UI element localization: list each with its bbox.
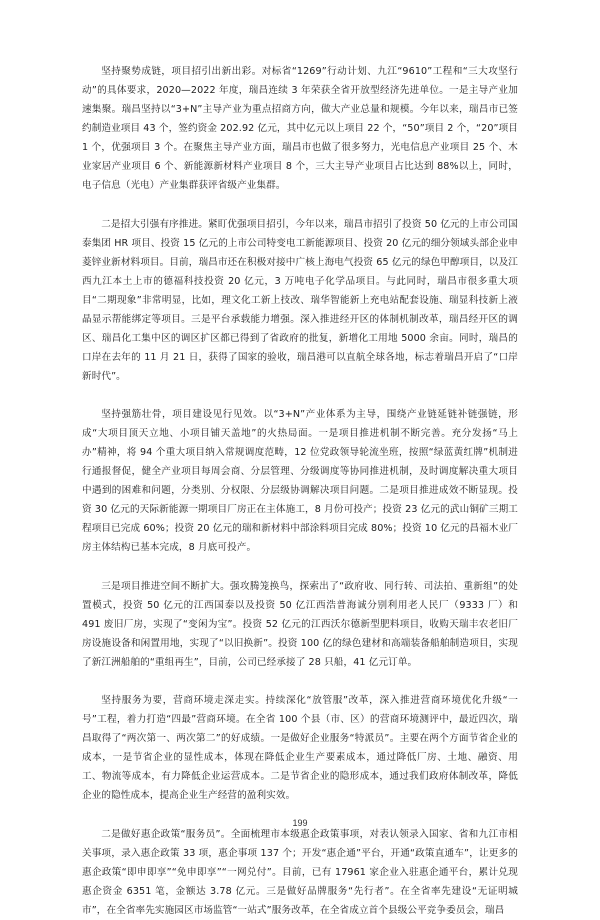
paragraph-policy-service: 二是做好惠企政策“服务员”。全面梳理市本级惠企政策事项，对表认领录入国家、省和九江市相关事项，录入惠企政策 33 项，惠企事项 137 个；开发“惠企通”平台，开通“政策直通车”，让更多的惠企政策“即申即享”“免申即享”“一网兑付”。目前，已有 17961 家企业入驻惠企通平台，累计兑现惠企资金 6351 笔，金额达 3.78 亿元。三是做好品牌服务“先行者”。在全省率先建设“无证明城市”，在全省率先实施园区市场监管“一站式”服务改革，在全省成立首个县级公平竞争委员会，瑞昌 (82, 828, 518, 916)
paragraph-business-environment: 坚持服务为要，营商环境走深走实。持续深化“放管服”改革，深入推进营商环境优化升级“一号”工程，着力打造“四最”营商环境。在全省 100 个县（市、区）的营商环境测评中，最近四次，瑞昌取得了“两次第一、两次第二”的好成绩。一是做好企业服务“特派员”。主要在两个方面节省企业的成本，一是节省企业的显性成本，体现在降低企业生产要素成本，通过降低厂房、土地、融资、用工、物流等成本，有力降低企业运营成本。二是节省企业的隐形成本，通过我们政府体制改革，降低企业的隐性成本，提高企业生产经营的盈利实效。 (82, 695, 518, 801)
page-number: 199 (292, 818, 308, 828)
paragraph-major-projects: 二是招大引强有序推进。紧盯优强项目招引，今年以来，瑞昌市招引了投资 50 亿元的上市公司国泰集团 HR 项目、投资 15 亿元的上市公司特变电工新能源项目、投资 20 亿元的细分领域头部企业申菱锌业新材料项目。目前，瑞昌市还在积极对接中广核上海电气投资 65 亿元的绿色甲醇项目，以及江西九江本土上市的德福科技投资 20 亿元，3 万吨电子化学品项目。与此同时，瑞昌市很多重大项目“二期现象”非常明显，比如，理文化工新上技改、瑞华智能新上充电站配套设施、瑞显科技新上液晶显示帮能绑定等项目。三是平台承载能力增强。深入推进经开区的体制机制改革，瑞昌经开区的调区、瑞昌化工集中区的调区扩区都已得到了省政府的批复，新增化工用地 5000 余亩。同时，瑞昌的口岸在去年的 11 月 21 日，获得了国家的验收，瑞昌港可以直航全球各地，标志着瑞昌开启了“口岸新时代”。 (82, 218, 518, 382)
paragraph-investment-attraction: 坚持聚势成链，项目招引出新出彩。对标省“1269”行动计划、九江“9610”工程和“三大攻坚行动”的具体要求，2020—2022 年度，瑞昌连续 3 年荣获全省开放型经济先进单位。一是主导产业加速集聚。瑞昌坚持以“3+N”主导产业为重点招商方向，做大产业总量和规模。今年以来，瑞昌市已签约制造业项目 43 个，签约资金 202.92 亿元，其中亿元以上项目 22 个，“50”项目 2 个，“20”项目 1 个，优强项目 3 个。在聚焦主导产业方面，瑞昌市也做了很多努力，光电信息产业项目 25 个、木业家居产业项目 6 个、新能源新材料产业项目 8 个，三大主导产业项目占比达到 88%以上，同时，电子信息（光电）产业集群获评省级产业集群。 (82, 66, 518, 191)
paragraph-project-space: 三是项目推进空间不断扩大。强攻腾笼换鸟，探索出了“政府收、同行转、司法拍、重新组”的处置模式，投资 50 亿元的江西国泰以及投资 50 亿江西浩普海诚分别利用老人民厂（9333 厂）和 491 废旧厂房，实现了“变闲为宝”。投资 52 亿元的江西沃尔德新型肥料项目，收购天瑞丰农老旧厂房设施设备和闲置用地，实现了“以旧换新”。投资 100 亿的绿色建材和高端装备船舶制造项目，实现了新江洲船舶的“重组再生”，目前，公司已经承接了 28 只船，41 亿元订单。 (82, 580, 518, 668)
document-body (82, 62, 518, 920)
paragraph-project-construction: 坚持强筋壮骨，项目建设见行见效。以“3+N”产业体系为主导，围绕产业链延链补链强链，形成“大项目顶天立地、小项目铺天盖地”的火热局面。一是项目推进机制不断完善。充分发扬“马上办”精神，将 94 个重大项目纳入常规调度范畴，12 位党政领导轮流坐班，按照“绿蓝黄红牌”机制进行通报督促，健全产业项目每周会商、分层管理、分级调度等协同推进机制，及时调度解决重大项目中遇到的困难和问题，分类别、分权限、分层级协调解决项目问题。二是项目推进成效不断显现。投资 30 亿元的天际新能源一期项目厂房正在主体施工，8 月份可投产；投资 23 亿元的武山铜矿三期工程项目已完成 60%；投资 20 亿元的瑞和新材料中部涂料项目完成 80%；投资 10 亿元的昌福木业厂房主体结构已基本完成，8 月底可投产。 (82, 409, 518, 553)
